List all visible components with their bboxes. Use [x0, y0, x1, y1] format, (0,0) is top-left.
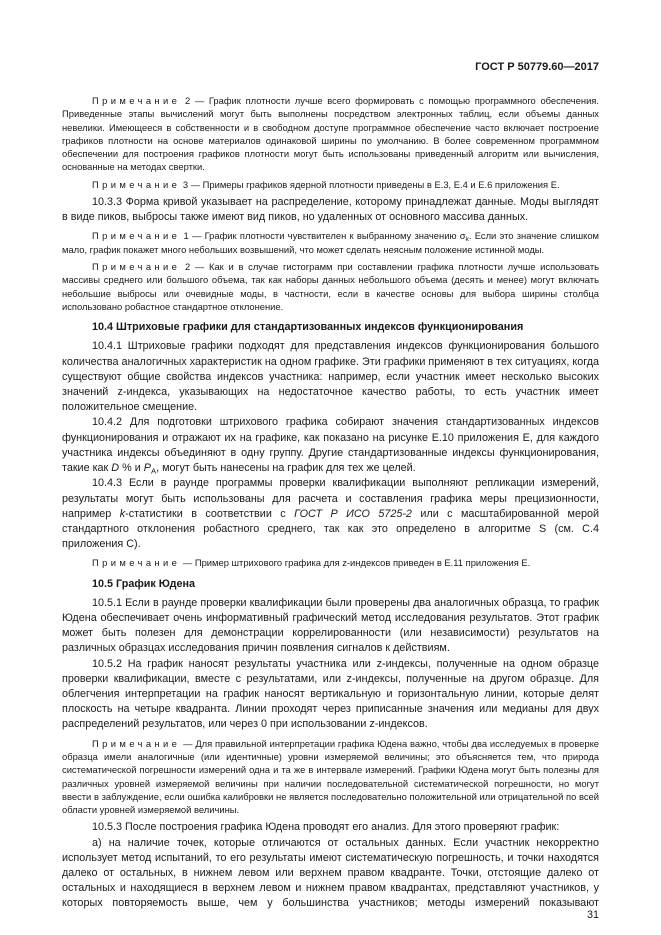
standard-reference: ГОСТ Р ИСО 5725-2: [294, 507, 412, 520]
note-text-before: 1 — График плотности чувствителен к выбранному значению σ: [183, 230, 466, 242]
document-header-id: ГОСТ Р 50779.60—2017: [475, 61, 599, 73]
p-subscript: A: [150, 466, 157, 476]
paragraph-text-before: 10.4.3 Если в раунде программы проверки квалификации выполняют репликации измерений, результаты могут быть использованы для расчета и составления графика меры прецизионности, например: [62, 477, 599, 520]
note-sigma-sensitivity: [62, 229, 599, 256]
d-symbol: D: [111, 462, 120, 475]
paragraph-10-5-3: 10.5.3 После построения графика Юдена проводят его анализ. Для этого проверяют график:: [92, 821, 560, 834]
p-symbol: P: [143, 462, 151, 475]
note-label: Примечание: [92, 261, 181, 273]
note-density-software: [62, 94, 599, 174]
paragraph-text-after: , могут быть нанесены на график для тех же целей.: [156, 462, 416, 475]
note-youden-interpretation: [62, 737, 599, 817]
paragraph-text-before: 10.4.2 Для подготовки штрихового графика собирают значения стандартизованных индексов функционирования и отражают их на графике, как показано на рисунке Е.10 приложения Е, для каждого участника индексы объединяют в одну группу. Другие стандартизованные индексы функционирования, такие как: [62, 416, 599, 475]
note-label: Примечание: [92, 178, 181, 190]
note-text: 2 — Как и в случае гистограмм при составлении графика плотности лучше использовать массивы среднего или большого объема, так как наборы данных небольшого объема (десять и менее) могут включать небольшие выбросы или очевидные моды, в частности, если в качестве основы для выбора ширины столбца использовано робастное стандартное отклонение.: [62, 261, 599, 312]
note-density-examples: [62, 178, 599, 191]
note-histogram-comparison: [62, 260, 599, 313]
paragraph-10-4-2: [62, 415, 599, 476]
note-text: — Для правильной интерпретации графика Юдена важно, чтобы два исследуемых в проверке образца имели аналогичные (или идентичные) уровни измеряемой величины; это объясняется тем, что природа систематической погрешности измерений одна и та же в интервале измерений. Графики Юдена могут быть полезны для различных уровней измеряемой величины при наличии последовательной систематической погрешности, но могут ввести в заблуждение, если ошибка калибровки не является последовательно положительной или отрицательной по всей области уровней измеряемой величины.: [62, 737, 599, 816]
paragraph-10-5-2: 10.5.2 На график наносят результаты участника или z-индексы, полученные на одном образце проверки квалификации, вместе с результатами, или z-индексы, полученные на другом образце. Для облегчения интерпретации на график наносят вертикальную и горизонтальную линии, которые делят плоскость на четыре квадранта. Линии проходят через приписанные значения или медианы для двух распределений результатов, или через 0 при использовании z-индексов.: [62, 657, 599, 731]
section-heading-10-4: 10.4 Штриховые графики для стандартизованных индексов функционирования: [92, 321, 524, 334]
page-number: 31: [586, 909, 599, 921]
paragraph-10-3-3: 10.3.3 Форма кривой указывает на распределение, которому принадлежат данные. Моды выглядят в виде пиков, выбросы также имеют вид пиков, но удаленных от основного массива данных.: [62, 196, 599, 224]
paragraph-text-after: или с масштабированной мерой стандартного отклонения робастного среднего, так как это определено в алгоритме S (см. С.4 приложения С).: [62, 507, 599, 551]
note-label: Примечание: [92, 557, 181, 569]
note-text-after: . Если это значение слишком мало, график покажет много небольших возвышений, что может сделать неясным положение истинной моды.: [62, 230, 599, 255]
paragraph-text-mid: % и: [119, 462, 144, 475]
note-text: — Пример штрихового графика для z-индексов приведен в Е.11 приложения Е.: [182, 557, 531, 569]
k-symbol: k: [119, 507, 126, 520]
note-text: 2 — График плотности лучше всего формировать с помощью программного обеспечения. Приведенные этапы вычислений могут быть выполнены посредством электронных таблиц, если объемы данных невелики. Имеющееся в собственности и в свободном доступе программное обеспечение часто включает построение графиков плотности на основе материалов одинаковой ширины по умолчанию. В более современном программном обеспечении для построения графиков плотности могут быть использованы приведенный алгоритм или вычисления, основанные на методах свертки.: [62, 95, 599, 173]
note-label: Примечание: [92, 230, 181, 242]
sigma-subscript: k: [465, 236, 469, 244]
section-heading-10-5: 10.5 График Юдена: [92, 577, 196, 590]
list-item-a: а) на наличие точек, которые отличаются от остальных данных. Если участник некорректно использует метод испытаний, то его результаты имеют систематическую погрешность, и точки находятся далеко от остальных, в нижнем левом или верхнем правом квадранте. Точки, отстоящие далеко от остальных и находящиеся в верхнем левом и нижнем правом квадрантах, представляют участников, у которых повторяемость выше, чем у большинства участников; методы измерений показывают: [62, 836, 599, 910]
paragraph-10-4-1: 10.4.1 Штриховые графики подходят для представления индексов функционирования большого количества аналогичных характеристик на одном графике. Эти графики применяют в тех ситуациях, когда существуют общие свойства индексов участника: например, если участник имеет несколько высоких значений z-индекса, указывающих на недостаточное качество работы, то есть участник имеет положительное смещение.: [62, 340, 599, 414]
note-text: 3 — Примеры графиков ядерной плотности приведены в Е.3, Е.4 и Е.6 приложения Е.: [182, 178, 560, 190]
paragraph-10-4-3: [62, 476, 599, 552]
note-label: Примечание: [92, 95, 181, 106]
page-content: [62, 94, 599, 912]
note-label: Примечание: [92, 737, 181, 749]
paragraph-text-mid: -статистики в соответствии с: [125, 507, 295, 520]
paragraph-10-5-1: 10.5.1 Если в раунде проверки квалификации были проверены два аналогичных образца, то график Юдена обеспечивает очень информативный графический метод исследования результатов. Этот график может быть полезен для демонстрации коррелированности (или независимости) результатов на различных образцах исследования причин появления сигналов к действиям.: [62, 596, 599, 655]
note-bar-chart-example: [62, 556, 599, 569]
